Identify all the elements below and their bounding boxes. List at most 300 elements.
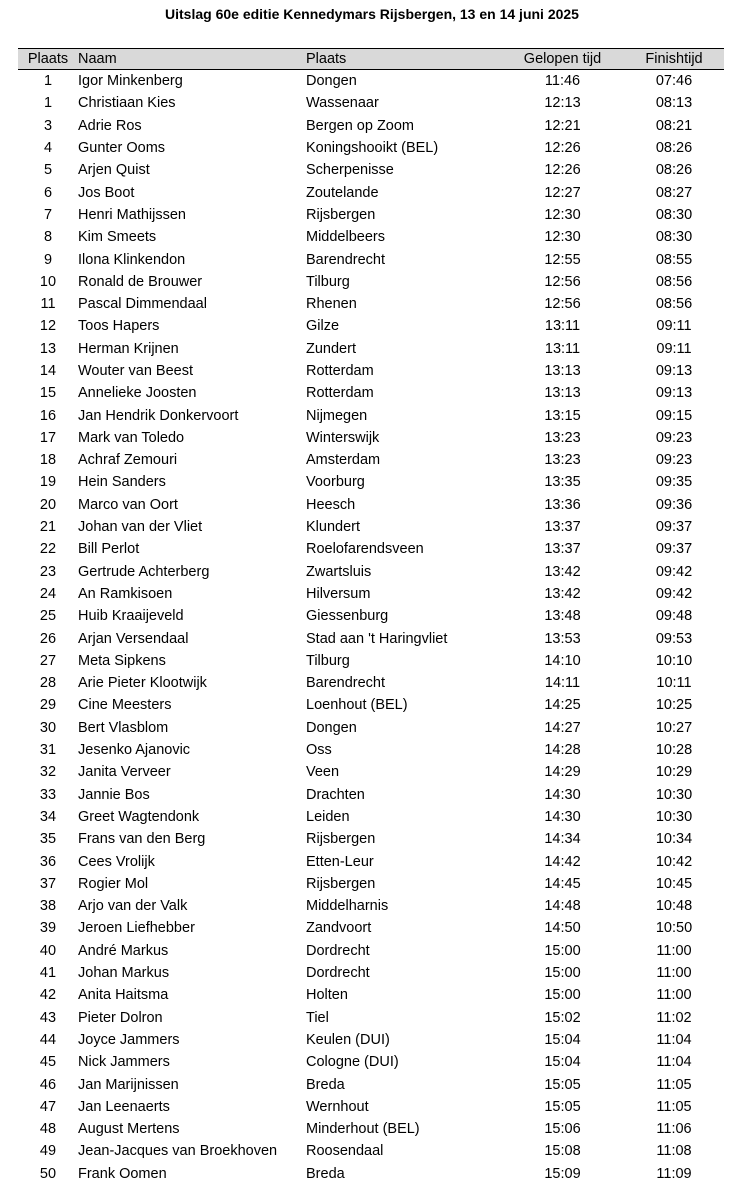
cell-finishtijd: 10:11 bbox=[656, 675, 692, 692]
cell-woonplaats: Zundert bbox=[306, 340, 356, 357]
table-row bbox=[18, 471, 724, 493]
table-row bbox=[18, 248, 724, 270]
cell-naam: Gertrude Achterberg bbox=[78, 563, 210, 580]
cell-finishtijd: 08:56 bbox=[655, 273, 693, 290]
table-row bbox=[18, 984, 724, 1006]
cell-gelopen-tijd: 12:27 bbox=[544, 184, 581, 201]
cell-naam: Henri Mathijssen bbox=[78, 206, 186, 223]
cell-finishtijd: 11:00 bbox=[656, 987, 692, 1004]
cell-woonplaats: Dordrecht bbox=[306, 942, 370, 959]
cell-plaats: 44 bbox=[39, 1031, 57, 1048]
cell-gelopen-tijd: 12:56 bbox=[544, 296, 581, 313]
table-row bbox=[18, 538, 724, 560]
cell-naam: Toos Hapers bbox=[78, 318, 160, 335]
cell-naam: Annelieke Joosten bbox=[78, 385, 197, 402]
cell-woonplaats: Rijsbergen bbox=[306, 206, 376, 223]
cell-gelopen-tijd: 14:50 bbox=[544, 920, 581, 937]
cell-naam: Mark van Toledo bbox=[78, 429, 185, 446]
cell-finishtijd: 11:05 bbox=[656, 1076, 692, 1093]
cell-naam: An Ramkisoen bbox=[78, 585, 173, 602]
cell-woonplaats: Cologne (DUI) bbox=[306, 1054, 399, 1071]
table-row bbox=[18, 650, 724, 672]
cell-woonplaats: Tilburg bbox=[306, 652, 350, 669]
cell-plaats: 23 bbox=[39, 563, 57, 580]
cell-woonplaats: Rijsbergen bbox=[306, 831, 376, 848]
cell-woonplaats: Veen bbox=[306, 764, 340, 781]
cell-gelopen-tijd: 14:48 bbox=[544, 898, 581, 915]
cell-naam: Jeroen Liefhebber bbox=[78, 920, 195, 937]
cell-woonplaats: Wassenaar bbox=[306, 95, 379, 112]
cell-naam: Arjan Versendaal bbox=[78, 630, 189, 647]
cell-finishtijd: 09:11 bbox=[656, 340, 692, 357]
cell-naam: Jos Boot bbox=[78, 184, 135, 201]
table-row bbox=[18, 1006, 724, 1028]
cell-finishtijd: 09:13 bbox=[655, 363, 693, 379]
cell-gelopen-tijd: 12:30 bbox=[544, 206, 581, 223]
cell-finishtijd: 08:30 bbox=[655, 206, 693, 223]
cell-naam: Adrie Ros bbox=[78, 117, 142, 134]
cell-finishtijd: 08:26 bbox=[655, 162, 693, 179]
cell-finishtijd: 10:42 bbox=[655, 853, 693, 870]
cell-finishtijd: 10:10 bbox=[655, 652, 693, 669]
cell-finishtijd: 10:34 bbox=[655, 831, 693, 848]
table-body bbox=[18, 70, 724, 1185]
table-row bbox=[18, 137, 724, 159]
table-row bbox=[18, 315, 724, 337]
cell-gelopen-tijd: 13:48 bbox=[544, 608, 581, 625]
cell-gelopen-tijd: 15:04 bbox=[544, 1054, 581, 1071]
cell-woonplaats: Breda bbox=[306, 1165, 345, 1182]
cell-woonplaats: Scherpenisse bbox=[306, 162, 394, 179]
cell-plaats: 37 bbox=[39, 875, 57, 892]
table-row bbox=[18, 717, 724, 739]
cell-finishtijd: 07:46 bbox=[655, 73, 693, 90]
cell-gelopen-tijd: 13:42 bbox=[544, 563, 581, 580]
cell-plaats: 22 bbox=[39, 541, 57, 558]
header-gelopen-tijd: Gelopen tijd bbox=[501, 49, 624, 70]
cell-plaats: 46 bbox=[39, 1076, 57, 1093]
cell-woonplaats: Winterswijk bbox=[306, 429, 380, 446]
cell-gelopen-tijd: 13:37 bbox=[544, 541, 581, 558]
cell-plaats: 9 bbox=[43, 251, 53, 268]
cell-plaats: 34 bbox=[39, 808, 57, 825]
cell-naam: Achraf Zemouri bbox=[78, 452, 178, 469]
cell-finishtijd: 11:04 bbox=[656, 1054, 692, 1071]
cell-gelopen-tijd: 15:00 bbox=[544, 965, 581, 982]
cell-naam: Jan Leenaerts bbox=[78, 1098, 170, 1115]
cell-finishtijd: 09:23 bbox=[655, 452, 693, 469]
table-row bbox=[18, 1163, 724, 1185]
cell-plaats: 25 bbox=[39, 608, 57, 625]
table-row bbox=[18, 226, 724, 248]
table-row bbox=[18, 449, 724, 471]
cell-plaats: 12 bbox=[39, 318, 57, 335]
cell-naam: August Mertens bbox=[78, 1121, 180, 1138]
cell-naam: Huib Kraaijeveld bbox=[78, 608, 184, 625]
cell-finishtijd: 09:35 bbox=[655, 474, 693, 491]
table-row bbox=[18, 494, 724, 516]
cell-finishtijd: 08:27 bbox=[655, 184, 693, 201]
cell-plaats: 41 bbox=[39, 965, 57, 982]
cell-plaats: 13 bbox=[39, 340, 57, 357]
header-woonplaats: Plaats bbox=[306, 49, 501, 70]
cell-plaats: 35 bbox=[39, 831, 57, 848]
cell-gelopen-tijd: 13:15 bbox=[544, 407, 581, 424]
table-row bbox=[18, 293, 724, 315]
cell-naam: Jan Hendrik Donkervoort bbox=[78, 407, 239, 424]
table-row bbox=[18, 694, 724, 716]
cell-woonplaats: Heesch bbox=[306, 496, 356, 513]
cell-naam: Janita Verveer bbox=[78, 764, 171, 781]
cell-naam: Igor Minkenberg bbox=[78, 73, 183, 90]
cell-naam: Frans van den Berg bbox=[78, 831, 206, 848]
cell-gelopen-tijd: 11:46 bbox=[544, 73, 581, 90]
table-row bbox=[18, 806, 724, 828]
cell-finishtijd: 09:37 bbox=[655, 519, 693, 536]
cell-woonplaats: Voorburg bbox=[306, 474, 365, 491]
table-row bbox=[18, 1118, 724, 1140]
cell-plaats: 6 bbox=[43, 184, 53, 201]
cell-plaats: 45 bbox=[39, 1054, 57, 1071]
cell-gelopen-tijd: 15:00 bbox=[544, 942, 581, 959]
cell-woonplaats: Rotterdam bbox=[306, 363, 374, 379]
cell-gelopen-tijd: 12:56 bbox=[544, 273, 581, 290]
table-row bbox=[18, 739, 724, 761]
cell-plaats: 26 bbox=[39, 630, 57, 647]
cell-finishtijd: 09:36 bbox=[655, 496, 693, 513]
table-row bbox=[18, 940, 724, 962]
cell-gelopen-tijd: 13:36 bbox=[544, 496, 581, 513]
table-row bbox=[18, 204, 724, 226]
cell-woonplaats: Oss bbox=[306, 742, 332, 759]
cell-naam: Frank Oomen bbox=[78, 1165, 167, 1182]
cell-plaats: 10 bbox=[39, 273, 57, 290]
cell-naam: Arie Pieter Klootwijk bbox=[78, 675, 207, 692]
cell-naam: Bert Vlasblom bbox=[78, 719, 169, 736]
table-row bbox=[18, 917, 724, 939]
cell-plaats: 40 bbox=[39, 942, 57, 959]
header-naam: Naam bbox=[78, 49, 306, 70]
cell-plaats: 36 bbox=[39, 853, 57, 870]
cell-plaats: 1 bbox=[43, 73, 53, 90]
cell-gelopen-tijd: 15:00 bbox=[544, 987, 581, 1004]
cell-plaats: 5 bbox=[43, 162, 53, 179]
cell-finishtijd: 10:27 bbox=[655, 719, 693, 736]
cell-naam: Greet Wagtendonk bbox=[78, 808, 200, 825]
cell-plaats: 31 bbox=[39, 742, 57, 759]
table-row bbox=[18, 828, 724, 850]
table-row bbox=[18, 962, 724, 984]
table-row bbox=[18, 627, 724, 649]
table-row bbox=[18, 1073, 724, 1095]
cell-naam: Joyce Jammers bbox=[78, 1031, 180, 1048]
cell-finishtijd: 08:55 bbox=[655, 251, 693, 268]
cell-finishtijd: 08:13 bbox=[655, 95, 693, 112]
cell-woonplaats: Etten-Leur bbox=[306, 853, 374, 870]
results-table bbox=[18, 48, 724, 1185]
cell-finishtijd: 09:15 bbox=[655, 407, 693, 424]
cell-gelopen-tijd: 12:26 bbox=[544, 140, 581, 157]
cell-woonplaats: Tilburg bbox=[306, 273, 350, 290]
cell-gelopen-tijd: 14:28 bbox=[544, 742, 581, 759]
cell-plaats: 18 bbox=[39, 452, 57, 469]
table-row bbox=[18, 516, 724, 538]
cell-naam: Jean-Jacques van Broekhoven bbox=[78, 1143, 278, 1160]
cell-finishtijd: 09:37 bbox=[655, 541, 693, 558]
cell-woonplaats: Bergen op Zoom bbox=[306, 117, 415, 134]
cell-finishtijd: 11:00 bbox=[656, 965, 692, 982]
cell-finishtijd: 10:30 bbox=[655, 786, 693, 803]
cell-naam: Arjen Quist bbox=[78, 162, 150, 179]
table-row bbox=[18, 159, 724, 181]
cell-naam: Jesenko Ajanovic bbox=[78, 742, 191, 759]
table-row bbox=[18, 873, 724, 895]
table-row bbox=[18, 70, 724, 93]
cell-woonplaats: Drachten bbox=[306, 786, 365, 803]
cell-gelopen-tijd: 14:30 bbox=[544, 808, 581, 825]
cell-gelopen-tijd: 14:30 bbox=[544, 786, 581, 803]
cell-finishtijd: 08:21 bbox=[655, 117, 693, 134]
cell-naam: Gunter Ooms bbox=[78, 140, 166, 157]
cell-plaats: 39 bbox=[39, 920, 57, 937]
cell-gelopen-tijd: 13:42 bbox=[544, 585, 581, 602]
cell-plaats: 24 bbox=[39, 585, 57, 602]
cell-naam: Hein Sanders bbox=[78, 474, 166, 491]
cell-naam: Nick Jammers bbox=[78, 1054, 170, 1071]
cell-finishtijd: 10:25 bbox=[655, 697, 693, 714]
table-row bbox=[18, 181, 724, 203]
cell-finishtijd: 09:48 bbox=[655, 608, 693, 625]
table-row bbox=[18, 583, 724, 605]
cell-finishtijd: 11:06 bbox=[656, 1121, 692, 1138]
cell-plaats: 47 bbox=[39, 1098, 57, 1115]
table-row bbox=[18, 1140, 724, 1162]
table-row bbox=[18, 561, 724, 583]
cell-woonplaats: Zwartsluis bbox=[306, 563, 372, 580]
cell-gelopen-tijd: 14:29 bbox=[544, 764, 581, 781]
cell-woonplaats: Dongen bbox=[306, 719, 357, 736]
table-row bbox=[18, 761, 724, 783]
table-row bbox=[18, 115, 724, 137]
cell-gelopen-tijd: 12:13 bbox=[544, 95, 581, 112]
cell-gelopen-tijd: 13:35 bbox=[544, 474, 581, 491]
cell-woonplaats: Middelharnis bbox=[306, 898, 389, 915]
table-row bbox=[18, 338, 724, 360]
cell-woonplaats: Dordrecht bbox=[306, 965, 370, 982]
cell-finishtijd: 11:09 bbox=[656, 1165, 692, 1182]
cell-woonplaats: Gilze bbox=[306, 318, 340, 335]
cell-finishtijd: 11:08 bbox=[656, 1143, 692, 1160]
cell-woonplaats: Hilversum bbox=[306, 585, 371, 602]
cell-gelopen-tijd: 15:09 bbox=[544, 1165, 581, 1182]
cell-woonplaats: Rhenen bbox=[306, 296, 357, 313]
cell-woonplaats: Roelofarendsveen bbox=[306, 541, 424, 558]
cell-naam: Ilona Klinkendon bbox=[78, 251, 186, 268]
table-row bbox=[18, 895, 724, 917]
cell-finishtijd: 11:04 bbox=[656, 1031, 692, 1048]
cell-gelopen-tijd: 13:13 bbox=[544, 363, 581, 379]
cell-woonplaats: Dongen bbox=[306, 73, 357, 90]
cell-finishtijd: 08:56 bbox=[655, 296, 693, 313]
cell-woonplaats: Minderhout (BEL) bbox=[306, 1121, 420, 1138]
cell-finishtijd: 10:48 bbox=[655, 898, 693, 915]
cell-woonplaats: Rotterdam bbox=[306, 385, 374, 402]
table-row bbox=[18, 850, 724, 872]
table-row bbox=[18, 605, 724, 627]
cell-finishtijd: 11:00 bbox=[656, 942, 692, 959]
cell-finishtijd: 08:30 bbox=[655, 229, 693, 246]
cell-naam: Herman Krijnen bbox=[78, 340, 179, 357]
cell-finishtijd: 11:02 bbox=[656, 1009, 692, 1026]
cell-gelopen-tijd: 13:11 bbox=[544, 318, 581, 335]
cell-woonplaats: Barendrecht bbox=[306, 251, 385, 268]
table-row bbox=[18, 404, 724, 426]
cell-woonplaats: Barendrecht bbox=[306, 675, 385, 692]
cell-gelopen-tijd: 12:30 bbox=[544, 229, 581, 246]
cell-plaats: 17 bbox=[39, 429, 57, 446]
cell-gelopen-tijd: 14:34 bbox=[544, 831, 581, 848]
cell-woonplaats: Giessenburg bbox=[306, 608, 389, 625]
cell-naam: Johan Markus bbox=[78, 965, 170, 982]
cell-plaats: 1 bbox=[43, 95, 53, 112]
cell-naam: Jannie Bos bbox=[78, 786, 150, 803]
cell-naam: Bill Perlot bbox=[78, 541, 140, 558]
cell-finishtijd: 09:42 bbox=[655, 585, 693, 602]
cell-plaats: 28 bbox=[39, 675, 57, 692]
cell-naam: Meta Sipkens bbox=[78, 652, 166, 669]
header-finishtijd: Finishtijd bbox=[624, 49, 724, 70]
cell-plaats: 11 bbox=[40, 296, 56, 313]
cell-woonplaats: Breda bbox=[306, 1076, 345, 1093]
cell-woonplaats: Tiel bbox=[306, 1009, 329, 1026]
cell-plaats: 21 bbox=[39, 519, 57, 536]
cell-naam: Kim Smeets bbox=[78, 229, 157, 246]
cell-naam: Marco van Oort bbox=[78, 496, 178, 513]
cell-gelopen-tijd: 14:27 bbox=[544, 719, 581, 736]
cell-woonplaats: Roosendaal bbox=[306, 1143, 384, 1160]
cell-finishtijd: 09:42 bbox=[655, 563, 693, 580]
cell-plaats: 42 bbox=[39, 987, 57, 1004]
cell-finishtijd: 09:13 bbox=[655, 385, 693, 402]
cell-naam: Johan van der Vliet bbox=[78, 519, 203, 536]
cell-plaats: 48 bbox=[39, 1121, 57, 1138]
cell-gelopen-tijd: 15:05 bbox=[544, 1098, 581, 1115]
cell-plaats: 50 bbox=[39, 1165, 57, 1182]
cell-plaats: 7 bbox=[43, 206, 53, 223]
table-row bbox=[18, 360, 724, 382]
cell-naam: Arjo van der Valk bbox=[78, 898, 188, 915]
cell-gelopen-tijd: 13:53 bbox=[544, 630, 581, 647]
cell-plaats: 38 bbox=[39, 898, 57, 915]
cell-plaats: 32 bbox=[39, 764, 57, 781]
cell-plaats: 30 bbox=[39, 719, 57, 736]
cell-woonplaats: Middelbeers bbox=[306, 229, 385, 246]
cell-plaats: 15 bbox=[39, 385, 57, 402]
cell-naam: Christiaan Kies bbox=[78, 95, 176, 112]
cell-woonplaats: Leiden bbox=[306, 808, 350, 825]
table-row bbox=[18, 92, 724, 114]
cell-gelopen-tijd: 13:23 bbox=[544, 452, 581, 469]
cell-woonplaats: Nijmegen bbox=[306, 407, 368, 424]
cell-woonplaats: Stad aan 't Haringvliet bbox=[306, 630, 448, 647]
cell-woonplaats: Zoutelande bbox=[306, 184, 379, 201]
table-row bbox=[18, 1096, 724, 1118]
table-row bbox=[18, 427, 724, 449]
cell-finishtijd: 08:26 bbox=[655, 140, 693, 157]
cell-woonplaats: Zandvoort bbox=[306, 920, 372, 937]
cell-woonplaats: Wernhout bbox=[306, 1098, 369, 1115]
cell-naam: Pieter Dolron bbox=[78, 1009, 163, 1026]
cell-finishtijd: 10:29 bbox=[655, 764, 693, 781]
cell-gelopen-tijd: 13:11 bbox=[544, 340, 581, 357]
cell-woonplaats: Rijsbergen bbox=[306, 875, 376, 892]
table-row bbox=[18, 271, 724, 293]
cell-plaats: 3 bbox=[43, 117, 53, 134]
cell-gelopen-tijd: 12:21 bbox=[544, 117, 581, 134]
cell-finishtijd: 09:53 bbox=[655, 630, 693, 647]
cell-naam: Cine Meesters bbox=[78, 697, 172, 714]
header-row bbox=[18, 49, 724, 70]
cell-gelopen-tijd: 15:06 bbox=[544, 1121, 581, 1138]
cell-woonplaats: Amsterdam bbox=[306, 452, 381, 469]
cell-plaats: 20 bbox=[39, 496, 57, 513]
cell-gelopen-tijd: 12:26 bbox=[544, 162, 581, 179]
cell-woonplaats: Holten bbox=[306, 987, 348, 1004]
table-row bbox=[18, 382, 724, 404]
cell-gelopen-tijd: 13:23 bbox=[544, 429, 581, 446]
table-row bbox=[18, 1051, 724, 1073]
table-row bbox=[18, 784, 724, 806]
cell-naam: Rogier Mol bbox=[78, 875, 149, 892]
cell-woonplaats: Koningshooikt (BEL) bbox=[306, 140, 439, 157]
cell-finishtijd: 10:28 bbox=[655, 742, 693, 759]
cell-plaats: 16 bbox=[39, 407, 57, 424]
cell-gelopen-tijd: 15:08 bbox=[544, 1143, 581, 1160]
cell-gelopen-tijd: 14:11 bbox=[544, 675, 581, 692]
cell-finishtijd: 10:50 bbox=[655, 920, 693, 937]
cell-gelopen-tijd: 14:25 bbox=[544, 697, 581, 714]
table-header bbox=[18, 49, 724, 70]
cell-naam: Jan Marijnissen bbox=[78, 1076, 179, 1093]
cell-plaats: 29 bbox=[39, 697, 57, 714]
cell-gelopen-tijd: 14:42 bbox=[544, 853, 581, 870]
cell-gelopen-tijd: 12:55 bbox=[544, 251, 581, 268]
cell-naam: Cees Vrolijk bbox=[78, 853, 155, 870]
cell-finishtijd: 10:30 bbox=[655, 808, 693, 825]
cell-gelopen-tijd: 15:05 bbox=[544, 1076, 581, 1093]
header-plaats: Plaats bbox=[18, 49, 78, 70]
cell-gelopen-tijd: 15:02 bbox=[544, 1009, 581, 1026]
cell-plaats: 8 bbox=[43, 229, 53, 246]
cell-gelopen-tijd: 14:10 bbox=[544, 652, 581, 669]
cell-woonplaats: Keulen (DUI) bbox=[306, 1031, 390, 1048]
cell-woonplaats: Klundert bbox=[306, 519, 361, 536]
cell-naam: Anita Haitsma bbox=[78, 987, 169, 1004]
cell-plaats: 4 bbox=[43, 140, 53, 157]
cell-woonplaats: Loenhout (BEL) bbox=[306, 697, 408, 714]
cell-gelopen-tijd: 13:37 bbox=[544, 519, 581, 536]
cell-naam: André Markus bbox=[78, 942, 169, 959]
cell-naam: Ronald de Brouwer bbox=[78, 273, 203, 290]
page-title: Uitslag 60e editie Kennedymars Rijsbergen, 13 en 14 juni 2025 bbox=[165, 6, 579, 22]
cell-plaats: 19 bbox=[39, 474, 57, 491]
cell-naam: Wouter van Beest bbox=[78, 363, 193, 379]
table-row bbox=[18, 672, 724, 694]
cell-finishtijd: 11:05 bbox=[656, 1098, 692, 1115]
cell-plaats: 43 bbox=[39, 1009, 57, 1026]
cell-gelopen-tijd: 13:13 bbox=[544, 385, 581, 402]
cell-finishtijd: 09:11 bbox=[656, 318, 692, 335]
